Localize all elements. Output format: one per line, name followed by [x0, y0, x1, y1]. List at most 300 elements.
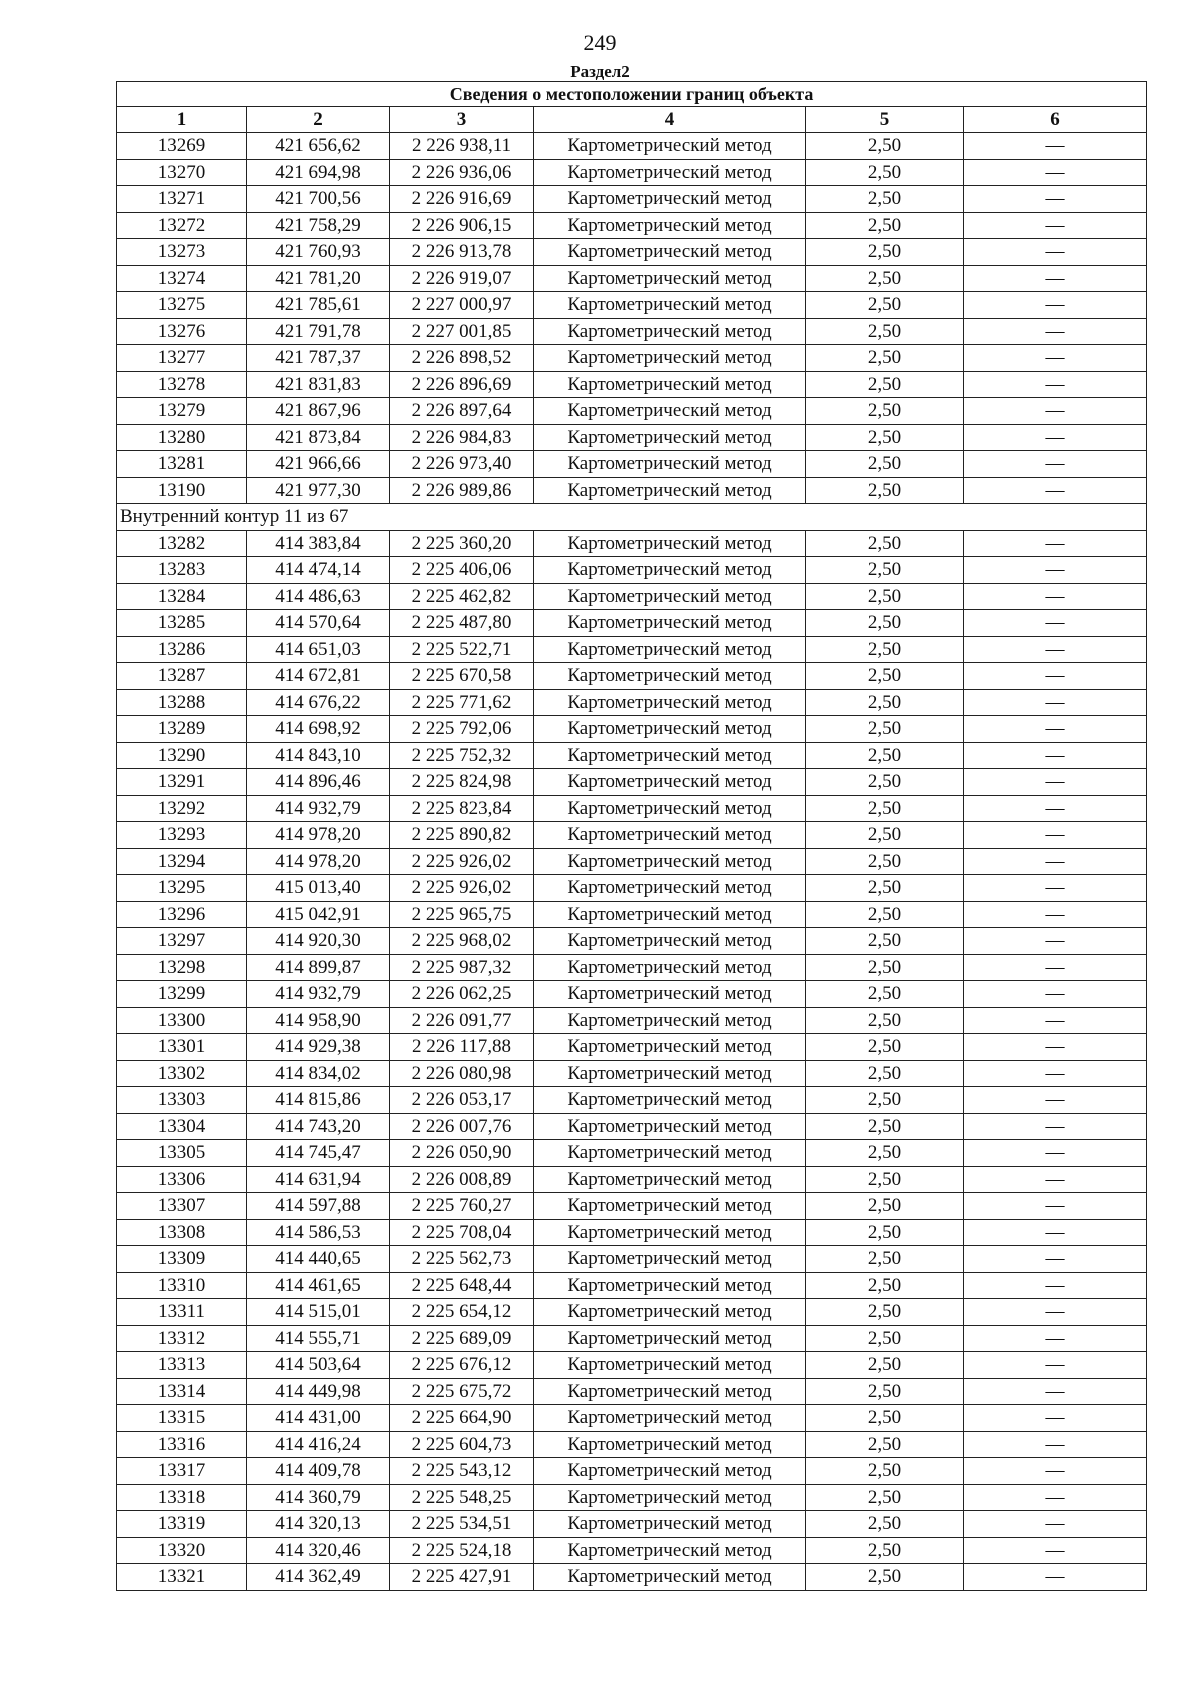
point-number-cell: 13290: [117, 742, 247, 769]
table-row: [117, 1113, 1147, 1140]
table-row: [117, 212, 1147, 239]
method-cell: Картометрический метод: [534, 1193, 806, 1220]
accuracy-cell: 2,50: [806, 451, 964, 478]
method-cell: Картометрический метод: [534, 1484, 806, 1511]
accuracy-cell: 2,50: [806, 1352, 964, 1379]
accuracy-cell: 2,50: [806, 928, 964, 955]
accuracy-cell: 2,50: [806, 875, 964, 902]
method-cell: Картометрический метод: [534, 848, 806, 875]
table-row: [117, 1166, 1147, 1193]
accuracy-cell: 2,50: [806, 292, 964, 319]
table-row: [117, 1272, 1147, 1299]
table-body-part1: [117, 133, 1147, 504]
x-coordinate-cell: 421 977,30: [247, 477, 390, 504]
description-cell: —: [964, 186, 1147, 213]
method-cell: Картометрический метод: [534, 1511, 806, 1538]
point-number-cell: 13295: [117, 875, 247, 902]
point-number-cell: 13281: [117, 451, 247, 478]
y-coordinate-cell: 2 225 771,62: [390, 689, 534, 716]
x-coordinate-cell: 414 978,20: [247, 848, 390, 875]
x-coordinate-cell: 414 672,81: [247, 663, 390, 690]
description-cell: —: [964, 1325, 1147, 1352]
method-cell: Картометрический метод: [534, 424, 806, 451]
accuracy-cell: 2,50: [806, 159, 964, 186]
table-body-part2: [117, 530, 1147, 1590]
accuracy-cell: 2,50: [806, 1166, 964, 1193]
y-coordinate-cell: 2 225 604,73: [390, 1431, 534, 1458]
method-cell: Картометрический метод: [534, 292, 806, 319]
point-number-cell: 13277: [117, 345, 247, 372]
table-row: [117, 1405, 1147, 1432]
description-cell: —: [964, 1034, 1147, 1061]
method-cell: Картометрический метод: [534, 875, 806, 902]
point-number-cell: 13298: [117, 954, 247, 981]
x-coordinate-cell: 414 320,46: [247, 1537, 390, 1564]
description-cell: —: [964, 292, 1147, 319]
point-number-cell: 13271: [117, 186, 247, 213]
method-cell: Картометрический метод: [534, 1299, 806, 1326]
table-row: [117, 689, 1147, 716]
y-coordinate-cell: 2 226 916,69: [390, 186, 534, 213]
y-coordinate-cell: 2 225 676,12: [390, 1352, 534, 1379]
table-row: [117, 981, 1147, 1008]
accuracy-cell: 2,50: [806, 583, 964, 610]
x-coordinate-cell: 414 676,22: [247, 689, 390, 716]
column-number: 4: [534, 107, 806, 133]
table-caption: Сведения о местоположении границ объекта: [117, 82, 1147, 107]
description-cell: —: [964, 451, 1147, 478]
table-row: [117, 822, 1147, 849]
page-number: 249: [583, 30, 617, 55]
point-number-cell: 13309: [117, 1246, 247, 1273]
x-coordinate-cell: 414 440,65: [247, 1246, 390, 1273]
method-cell: Картометрический метод: [534, 1087, 806, 1114]
description-cell: —: [964, 954, 1147, 981]
point-number-cell: 13292: [117, 795, 247, 822]
point-number-cell: 13278: [117, 371, 247, 398]
method-cell: Картометрический метод: [534, 901, 806, 928]
y-coordinate-cell: 2 225 648,44: [390, 1272, 534, 1299]
description-cell: —: [964, 318, 1147, 345]
y-coordinate-cell: 2 226 008,89: [390, 1166, 534, 1193]
point-number-cell: 13270: [117, 159, 247, 186]
x-coordinate-cell: 414 449,98: [247, 1378, 390, 1405]
accuracy-cell: 2,50: [806, 1405, 964, 1432]
x-coordinate-cell: 414 586,53: [247, 1219, 390, 1246]
table-row: [117, 265, 1147, 292]
description-cell: —: [964, 848, 1147, 875]
y-coordinate-cell: 2 226 936,06: [390, 159, 534, 186]
accuracy-cell: 2,50: [806, 1484, 964, 1511]
point-number-cell: 13306: [117, 1166, 247, 1193]
table-row: [117, 239, 1147, 266]
point-number-cell: 13272: [117, 212, 247, 239]
table-row: [117, 1511, 1147, 1538]
x-coordinate-cell: 414 416,24: [247, 1431, 390, 1458]
accuracy-cell: 2,50: [806, 371, 964, 398]
description-cell: —: [964, 477, 1147, 504]
table-row: [117, 928, 1147, 955]
method-cell: Картометрический метод: [534, 159, 806, 186]
method-cell: Картометрический метод: [534, 186, 806, 213]
description-cell: —: [964, 239, 1147, 266]
table-row: [117, 451, 1147, 478]
y-coordinate-cell: 2 226 050,90: [390, 1140, 534, 1167]
method-cell: Картометрический метод: [534, 610, 806, 637]
description-cell: —: [964, 1060, 1147, 1087]
description-cell: —: [964, 1378, 1147, 1405]
table-row: [117, 1564, 1147, 1591]
x-coordinate-cell: 421 785,61: [247, 292, 390, 319]
method-cell: Картометрический метод: [534, 1458, 806, 1485]
y-coordinate-cell: 2 225 689,09: [390, 1325, 534, 1352]
y-coordinate-cell: 2 226 913,78: [390, 239, 534, 266]
description-cell: —: [964, 345, 1147, 372]
x-coordinate-cell: 414 929,38: [247, 1034, 390, 1061]
accuracy-cell: 2,50: [806, 1272, 964, 1299]
method-cell: Картометрический метод: [534, 954, 806, 981]
x-coordinate-cell: 421 758,29: [247, 212, 390, 239]
point-number-cell: 13304: [117, 1113, 247, 1140]
method-cell: Картометрический метод: [534, 477, 806, 504]
description-cell: —: [964, 742, 1147, 769]
y-coordinate-cell: 2 225 792,06: [390, 716, 534, 743]
accuracy-cell: 2,50: [806, 981, 964, 1008]
description-cell: —: [964, 928, 1147, 955]
description-cell: —: [964, 1219, 1147, 1246]
column-number: 6: [964, 107, 1147, 133]
x-coordinate-cell: 414 431,00: [247, 1405, 390, 1432]
y-coordinate-cell: 2 226 117,88: [390, 1034, 534, 1061]
x-coordinate-cell: 414 474,14: [247, 557, 390, 584]
accuracy-cell: 2,50: [806, 663, 964, 690]
x-coordinate-cell: 414 486,63: [247, 583, 390, 610]
point-number-cell: 13285: [117, 610, 247, 637]
x-coordinate-cell: 414 409,78: [247, 1458, 390, 1485]
accuracy-cell: 2,50: [806, 1060, 964, 1087]
table-row: [117, 583, 1147, 610]
y-coordinate-cell: 2 225 522,71: [390, 636, 534, 663]
y-coordinate-cell: 2 225 462,82: [390, 583, 534, 610]
accuracy-cell: 2,50: [806, 133, 964, 160]
y-coordinate-cell: 2 225 968,02: [390, 928, 534, 955]
point-number-cell: 13273: [117, 239, 247, 266]
accuracy-cell: 2,50: [806, 742, 964, 769]
method-cell: Картометрический метод: [534, 1378, 806, 1405]
point-number-cell: 13311: [117, 1299, 247, 1326]
y-coordinate-cell: 2 226 007,76: [390, 1113, 534, 1140]
description-cell: —: [964, 663, 1147, 690]
method-cell: Картометрический метод: [534, 1325, 806, 1352]
point-number-cell: 13307: [117, 1193, 247, 1220]
table-row: [117, 398, 1147, 425]
table-row: [117, 345, 1147, 372]
y-coordinate-cell: 2 225 670,58: [390, 663, 534, 690]
table-caption-row: [117, 82, 1147, 107]
description-cell: —: [964, 1431, 1147, 1458]
table-row: [117, 477, 1147, 504]
point-number-cell: 13308: [117, 1219, 247, 1246]
method-cell: Картометрический метод: [534, 371, 806, 398]
point-number-cell: 13297: [117, 928, 247, 955]
table-row: [117, 716, 1147, 743]
x-coordinate-cell: 421 700,56: [247, 186, 390, 213]
point-number-cell: 13275: [117, 292, 247, 319]
x-coordinate-cell: 414 958,90: [247, 1007, 390, 1034]
contour-row: [117, 504, 1147, 531]
description-cell: —: [964, 212, 1147, 239]
column-number: 2: [247, 107, 390, 133]
accuracy-cell: 2,50: [806, 477, 964, 504]
point-number-cell: 13291: [117, 769, 247, 796]
description-cell: —: [964, 822, 1147, 849]
table-row: [117, 954, 1147, 981]
method-cell: Картометрический метод: [534, 928, 806, 955]
y-coordinate-cell: 2 225 824,98: [390, 769, 534, 796]
point-number-cell: 13293: [117, 822, 247, 849]
table-row: [117, 1431, 1147, 1458]
point-number-cell: 13284: [117, 583, 247, 610]
table-row: [117, 1484, 1147, 1511]
accuracy-cell: 2,50: [806, 716, 964, 743]
column-number: 3: [390, 107, 534, 133]
table-row: [117, 1193, 1147, 1220]
y-coordinate-cell: 2 225 654,12: [390, 1299, 534, 1326]
y-coordinate-cell: 2 225 965,75: [390, 901, 534, 928]
accuracy-cell: 2,50: [806, 1087, 964, 1114]
table-row: [117, 557, 1147, 584]
point-number-cell: 13294: [117, 848, 247, 875]
description-cell: —: [964, 1087, 1147, 1114]
accuracy-cell: 2,50: [806, 265, 964, 292]
accuracy-cell: 2,50: [806, 1458, 964, 1485]
method-cell: Картометрический метод: [534, 1564, 806, 1591]
description-cell: —: [964, 159, 1147, 186]
description-cell: —: [964, 1299, 1147, 1326]
y-coordinate-cell: 2 225 926,02: [390, 848, 534, 875]
table-row: [117, 186, 1147, 213]
point-number-cell: 13283: [117, 557, 247, 584]
description-cell: —: [964, 875, 1147, 902]
point-number-cell: 13314: [117, 1378, 247, 1405]
x-coordinate-cell: 414 698,92: [247, 716, 390, 743]
y-coordinate-cell: 2 225 360,20: [390, 530, 534, 557]
boundary-coordinates-table: [116, 81, 1147, 1591]
description-cell: —: [964, 265, 1147, 292]
table-row: [117, 901, 1147, 928]
table-row: [117, 769, 1147, 796]
method-cell: Картометрический метод: [534, 133, 806, 160]
y-coordinate-cell: 2 225 562,73: [390, 1246, 534, 1273]
method-cell: Картометрический метод: [534, 1272, 806, 1299]
column-number: 5: [806, 107, 964, 133]
y-coordinate-cell: 2 225 708,04: [390, 1219, 534, 1246]
table-row: [117, 875, 1147, 902]
method-cell: Картометрический метод: [534, 1060, 806, 1087]
accuracy-cell: 2,50: [806, 212, 964, 239]
accuracy-cell: 2,50: [806, 1564, 964, 1591]
table-row: [117, 1458, 1147, 1485]
description-cell: —: [964, 583, 1147, 610]
method-cell: Картометрический метод: [534, 557, 806, 584]
description-cell: —: [964, 557, 1147, 584]
method-cell: Картометрический метод: [534, 1166, 806, 1193]
x-coordinate-cell: 414 515,01: [247, 1299, 390, 1326]
x-coordinate-cell: 421 873,84: [247, 424, 390, 451]
point-number-cell: 13289: [117, 716, 247, 743]
accuracy-cell: 2,50: [806, 398, 964, 425]
x-coordinate-cell: 414 932,79: [247, 981, 390, 1008]
x-coordinate-cell: 414 651,03: [247, 636, 390, 663]
point-number-cell: 13269: [117, 133, 247, 160]
y-coordinate-cell: 2 225 427,91: [390, 1564, 534, 1591]
x-coordinate-cell: 414 503,64: [247, 1352, 390, 1379]
accuracy-cell: 2,50: [806, 1007, 964, 1034]
y-coordinate-cell: 2 226 906,15: [390, 212, 534, 239]
method-cell: Картометрический метод: [534, 1352, 806, 1379]
table-row: [117, 1299, 1147, 1326]
method-cell: Картометрический метод: [534, 398, 806, 425]
x-coordinate-cell: 414 932,79: [247, 795, 390, 822]
table-row: [117, 1087, 1147, 1114]
table-row: [117, 742, 1147, 769]
table-row: [117, 848, 1147, 875]
point-number-cell: 13274: [117, 265, 247, 292]
accuracy-cell: 2,50: [806, 689, 964, 716]
x-coordinate-cell: 421 867,96: [247, 398, 390, 425]
point-number-cell: 13305: [117, 1140, 247, 1167]
method-cell: Картометрический метод: [534, 1246, 806, 1273]
x-coordinate-cell: 414 834,02: [247, 1060, 390, 1087]
table-row: [117, 1219, 1147, 1246]
accuracy-cell: 2,50: [806, 610, 964, 637]
table-row: [117, 610, 1147, 637]
accuracy-cell: 2,50: [806, 530, 964, 557]
y-coordinate-cell: 2 225 890,82: [390, 822, 534, 849]
x-coordinate-cell: 414 362,49: [247, 1564, 390, 1591]
point-number-cell: 13286: [117, 636, 247, 663]
y-coordinate-cell: 2 226 919,07: [390, 265, 534, 292]
y-coordinate-cell: 2 226 080,98: [390, 1060, 534, 1087]
description-cell: —: [964, 424, 1147, 451]
accuracy-cell: 2,50: [806, 318, 964, 345]
point-number-cell: 13310: [117, 1272, 247, 1299]
y-coordinate-cell: 2 225 534,51: [390, 1511, 534, 1538]
x-coordinate-cell: 414 570,64: [247, 610, 390, 637]
description-cell: —: [964, 1246, 1147, 1273]
x-coordinate-cell: 421 760,93: [247, 239, 390, 266]
x-coordinate-cell: 414 461,65: [247, 1272, 390, 1299]
description-cell: —: [964, 1140, 1147, 1167]
method-cell: Картометрический метод: [534, 1034, 806, 1061]
y-coordinate-cell: 2 225 823,84: [390, 795, 534, 822]
method-cell: Картометрический метод: [534, 1140, 806, 1167]
accuracy-cell: 2,50: [806, 1299, 964, 1326]
point-number-cell: 13315: [117, 1405, 247, 1432]
accuracy-cell: 2,50: [806, 1140, 964, 1167]
description-cell: —: [964, 795, 1147, 822]
point-number-cell: 13312: [117, 1325, 247, 1352]
description-cell: —: [964, 769, 1147, 796]
column-number: 1: [117, 107, 247, 133]
method-cell: Картометрический метод: [534, 742, 806, 769]
x-coordinate-cell: 415 013,40: [247, 875, 390, 902]
table-row: [117, 159, 1147, 186]
accuracy-cell: 2,50: [806, 769, 964, 796]
y-coordinate-cell: 2 225 987,32: [390, 954, 534, 981]
y-coordinate-cell: 2 226 062,25: [390, 981, 534, 1008]
accuracy-cell: 2,50: [806, 345, 964, 372]
table-row: [117, 371, 1147, 398]
table-row: [117, 133, 1147, 160]
accuracy-cell: 2,50: [806, 795, 964, 822]
y-coordinate-cell: 2 226 897,64: [390, 398, 534, 425]
y-coordinate-cell: 2 225 524,18: [390, 1537, 534, 1564]
y-coordinate-cell: 2 225 548,25: [390, 1484, 534, 1511]
description-cell: —: [964, 133, 1147, 160]
description-cell: —: [964, 689, 1147, 716]
y-coordinate-cell: 2 226 973,40: [390, 451, 534, 478]
contour-label: Внутренний контур 11 из 67: [117, 504, 1147, 531]
y-coordinate-cell: 2 226 898,52: [390, 345, 534, 372]
table-row: [117, 1034, 1147, 1061]
method-cell: Картометрический метод: [534, 212, 806, 239]
point-number-cell: 13319: [117, 1511, 247, 1538]
table-row: [117, 795, 1147, 822]
table-row: [117, 292, 1147, 319]
description-cell: —: [964, 636, 1147, 663]
x-coordinate-cell: 414 843,10: [247, 742, 390, 769]
point-number-cell: 13316: [117, 1431, 247, 1458]
x-coordinate-cell: 414 555,71: [247, 1325, 390, 1352]
method-cell: Картометрический метод: [534, 1113, 806, 1140]
table-row: [117, 1537, 1147, 1564]
description-cell: —: [964, 1458, 1147, 1485]
y-coordinate-cell: 2 226 938,11: [390, 133, 534, 160]
table-row: [117, 1325, 1147, 1352]
y-coordinate-cell: 2 225 487,80: [390, 610, 534, 637]
point-number-cell: 13313: [117, 1352, 247, 1379]
description-cell: —: [964, 1484, 1147, 1511]
description-cell: —: [964, 1193, 1147, 1220]
point-number-cell: 13317: [117, 1458, 247, 1485]
accuracy-cell: 2,50: [806, 1325, 964, 1352]
point-number-cell: 13303: [117, 1087, 247, 1114]
point-number-cell: 13318: [117, 1484, 247, 1511]
description-cell: —: [964, 371, 1147, 398]
point-number-cell: 13288: [117, 689, 247, 716]
x-coordinate-cell: 414 745,47: [247, 1140, 390, 1167]
x-coordinate-cell: 414 978,20: [247, 822, 390, 849]
column-number-row: [117, 107, 1147, 133]
y-coordinate-cell: 2 225 543,12: [390, 1458, 534, 1485]
point-number-cell: 13301: [117, 1034, 247, 1061]
x-coordinate-cell: 421 831,83: [247, 371, 390, 398]
description-cell: —: [964, 530, 1147, 557]
x-coordinate-cell: 414 597,88: [247, 1193, 390, 1220]
accuracy-cell: 2,50: [806, 1219, 964, 1246]
method-cell: Картометрический метод: [534, 1219, 806, 1246]
x-coordinate-cell: 414 920,30: [247, 928, 390, 955]
method-cell: Картометрический метод: [534, 1405, 806, 1432]
accuracy-cell: 2,50: [806, 1113, 964, 1140]
point-number-cell: 13190: [117, 477, 247, 504]
description-cell: —: [964, 1352, 1147, 1379]
point-number-cell: 13300: [117, 1007, 247, 1034]
x-coordinate-cell: 414 899,87: [247, 954, 390, 981]
description-cell: —: [964, 981, 1147, 1008]
method-cell: Картометрический метод: [534, 981, 806, 1008]
